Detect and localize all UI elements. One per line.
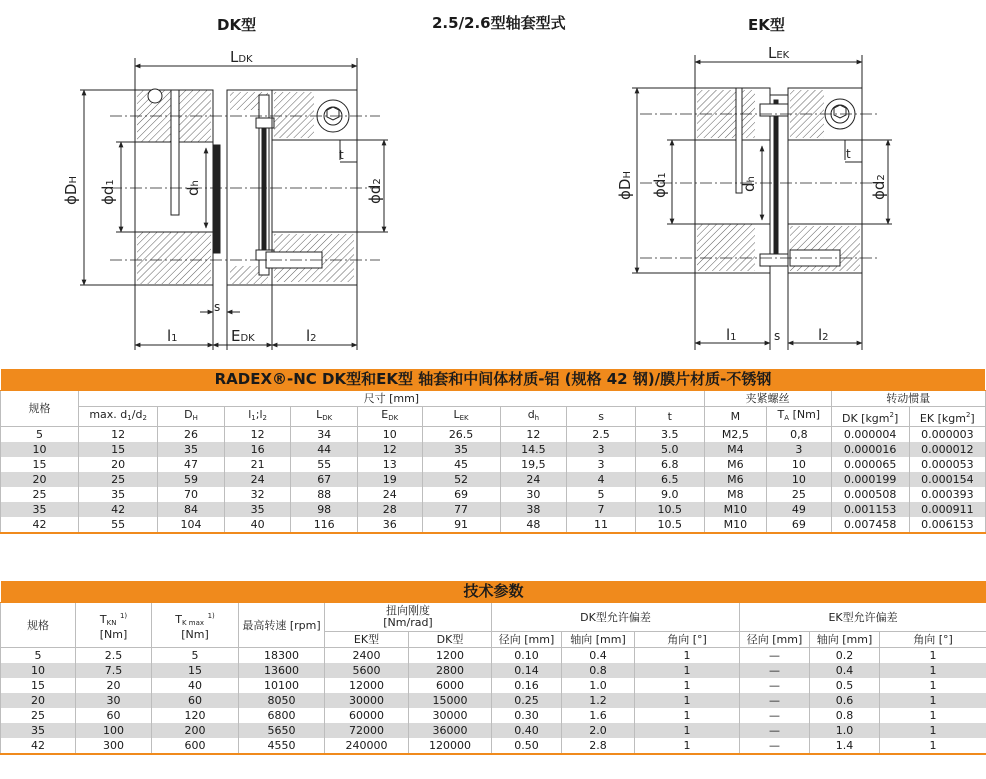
table-cell: 15 [1,457,79,472]
table-row [1,648,986,664]
hub-type-heading: 2.5/2.6型轴套型式 [432,14,566,32]
dims-group-header: 尺寸 [mm] [79,391,705,407]
table-cell: 67 [291,472,358,487]
table-cell: 42 [1,517,79,533]
table-cell: 0.000016 [831,442,909,457]
table-cell: 25 [1,708,76,723]
table-row [1,517,986,533]
table-cell: M4 [704,442,766,457]
table-cell: 69 [767,517,832,533]
table-cell: 2.5 [567,427,636,443]
table-cell: 0.8 [810,708,880,723]
table-cell: 116 [291,517,358,533]
stiffness-dk-col: DK型 [409,632,492,648]
table-cell: — [740,678,810,693]
table-cell: 10 [767,472,832,487]
table-cell: 120000 [409,738,492,754]
table-cell: 5.0 [635,442,704,457]
table-row [1,693,986,708]
col-m: M [704,407,766,427]
col-l1l2: $l_1;l_2$ [224,407,291,427]
table-cell: M10 [704,502,766,517]
ek-d1-label: ϕd1 [651,172,669,198]
table-cell: 18300 [239,648,325,664]
table-cell: 13600 [239,663,325,678]
table-row [1,427,986,443]
table-cell: 15000 [409,693,492,708]
table-cell: 24 [500,472,567,487]
table-cell: 20 [1,693,76,708]
table-cell: 88 [291,487,358,502]
ek-axial-col: 轴向 [mm] [810,632,880,648]
dimensions-table-body [1,427,986,534]
max-speed-header: 最高转速 [rpm] [239,603,325,648]
table-cell: 0.8 [562,663,635,678]
table-cell: 16 [224,442,291,457]
table-cell: 30000 [409,708,492,723]
col-lek: $L_{EK}$ [422,407,500,427]
dimensions-table [0,368,986,534]
table-cell: M2,5 [704,427,766,443]
col-dh: $D_H$ [158,407,225,427]
table-cell: 10 [1,663,76,678]
table-cell: 30 [500,487,567,502]
table-cell: 0.000393 [909,487,985,502]
table-cell: 1 [635,693,740,708]
table-cell: — [740,663,810,678]
table-row [1,663,986,678]
table-cell: 72000 [325,723,409,738]
table-cell: 60 [152,693,239,708]
table-cell: 55 [79,517,158,533]
table-cell: 15 [79,442,158,457]
s-label: s [214,300,221,314]
col-ta: $T_A$ [Nm] [767,407,832,427]
table-cell: 42 [79,502,158,517]
spec-header: 规格 [1,391,79,427]
dh-bore-label: dh [184,180,202,196]
table-cell: 0.16 [492,678,562,693]
tkn-header: $T_{KN}$ $^{1)}$ [Nm] [76,603,152,648]
table-cell: 1 [635,723,740,738]
col-inertia-ek: EK [kgm$^2$] [909,407,985,427]
spec-header-2: 规格 [1,603,76,648]
table-cell: 3 [567,442,636,457]
dh-outer-label: ϕDH [62,176,80,205]
table-cell: 6000 [409,678,492,693]
table-cell: 5600 [325,663,409,678]
table-cell: 35 [1,502,79,517]
table-cell: 13 [358,457,423,472]
table-cell: 11 [567,517,636,533]
ek-l2-label: l2 [818,326,829,344]
table-cell: 60000 [325,708,409,723]
table-cell: 0.000508 [831,487,909,502]
table-cell: 38 [500,502,567,517]
t-label: t [339,148,344,162]
table-cell: 59 [158,472,225,487]
table-cell: 1.2 [562,693,635,708]
table-cell: 40 [224,517,291,533]
table-cell: 32 [224,487,291,502]
table-cell: 120 [152,708,239,723]
dk-radial-col: 径向 [mm] [492,632,562,648]
l2-label: l2 [306,327,317,345]
table-row [1,723,986,738]
table-cell: 2400 [325,648,409,664]
table-cell: 98 [291,502,358,517]
ek-dh-outer-label: ϕDH [616,171,634,200]
table-cell: 35 [1,723,76,738]
ldk-label: LDK [230,48,253,66]
table-cell: 3 [567,457,636,472]
table-cell: 30 [76,693,152,708]
table-cell: 45 [422,457,500,472]
table-row [1,487,986,502]
table-cell: 9.0 [635,487,704,502]
table-cell: 24 [224,472,291,487]
table-row [1,442,986,457]
ek-dimension-labels [616,44,888,344]
table-cell: 0.006153 [909,517,985,533]
table-cell: 240000 [325,738,409,754]
table-cell: 0.14 [492,663,562,678]
table-cell: 1200 [409,648,492,664]
table-cell: 0.000065 [831,457,909,472]
table-cell: 1 [635,648,740,664]
table-cell: 10.5 [635,502,704,517]
table-cell: 10 [1,442,79,457]
table-cell: 6.8 [635,457,704,472]
table-cell: 2.8 [562,738,635,754]
table-cell: 48 [500,517,567,533]
table-cell: 4550 [239,738,325,754]
col-t: t [635,407,704,427]
table-cell: 5650 [239,723,325,738]
table-cell: 1 [880,738,986,754]
table-cell: 35 [158,442,225,457]
table-cell: 2800 [409,663,492,678]
table-cell: 20 [76,678,152,693]
table-cell: 36000 [409,723,492,738]
table-row [1,472,986,487]
table-cell: 10 [358,427,423,443]
col-inertia-dk: DK [kgm$^2$] [831,407,909,427]
technical-drawings [0,0,986,360]
table-cell: 15 [152,663,239,678]
ek-l1-label: l1 [726,326,737,344]
table-cell: 0.000012 [909,442,985,457]
table-cell: 12 [500,427,567,443]
table-cell: — [740,708,810,723]
table-cell: 47 [158,457,225,472]
table-cell: 7 [567,502,636,517]
table-cell: 12000 [325,678,409,693]
table-cell: 35 [79,487,158,502]
table-cell: 100 [76,723,152,738]
col-dh-bore: $d_h$ [500,407,567,427]
table-cell: 15 [1,678,76,693]
table-cell: 69 [422,487,500,502]
table-cell: 2.5 [76,648,152,664]
table-cell: 0.25 [492,693,562,708]
table-cell: 42 [1,738,76,754]
table-cell: 28 [358,502,423,517]
table-cell: 6.5 [635,472,704,487]
table-cell: 12 [224,427,291,443]
table-cell: 0.2 [810,648,880,664]
table-cell: — [740,738,810,754]
table-cell: 0.000911 [909,502,985,517]
table-cell: 1.0 [562,678,635,693]
table-cell: 40 [152,678,239,693]
table-cell: 300 [76,738,152,754]
technical-params-title: 技术参数 [1,581,986,603]
table-cell: 1 [635,708,740,723]
table-cell: 10 [767,457,832,472]
table-cell: 1 [880,708,986,723]
table-cell: 0.40 [492,723,562,738]
table-cell: 5 [1,648,76,664]
table-cell: 1.0 [810,723,880,738]
table-cell: 1 [635,663,740,678]
table-cell: 1 [880,678,986,693]
table-cell: 10.5 [635,517,704,533]
table-cell: 6800 [239,708,325,723]
col-ldk: $L_{DK}$ [291,407,358,427]
table-cell: 26 [158,427,225,443]
table-cell: 70 [158,487,225,502]
ek-d2-label: ϕd2 [870,174,888,200]
table-cell: 0.10 [492,648,562,664]
table-cell: 0.30 [492,708,562,723]
table-cell: 91 [422,517,500,533]
table-cell: 1 [635,738,740,754]
table-cell: 36 [358,517,423,533]
dk-angular-col: 角向 [°] [635,632,740,648]
inertia-group-header: 转动惯量 [831,391,985,407]
table-cell: 104 [158,517,225,533]
table-cell: 1.4 [810,738,880,754]
table-cell: 0.007458 [831,517,909,533]
table-cell: — [740,648,810,664]
table-cell: 1.6 [562,708,635,723]
table-row [1,738,986,754]
table-cell: 0.6 [810,693,880,708]
table-cell: 55 [291,457,358,472]
ek-s-label: s [774,329,781,343]
table-cell: 7.5 [76,663,152,678]
table-cell: 25 [1,487,79,502]
table-cell: 20 [1,472,79,487]
d1-label: ϕd1 [99,179,117,205]
table-cell: 2.0 [562,723,635,738]
table-cell: 1 [880,723,986,738]
technical-params-table [0,580,986,755]
table-cell: 25 [767,487,832,502]
table-cell: 35 [224,502,291,517]
ek-t-label: t [846,147,851,161]
table-cell: 0.5 [810,678,880,693]
table-cell: 19 [358,472,423,487]
table-cell: 19,5 [500,457,567,472]
screw-group-header: 夹紧螺丝 [704,391,831,407]
dk-type-heading: DK型 [217,16,257,34]
table-cell: 1 [635,678,740,693]
table-cell: 0.000004 [831,427,909,443]
table-cell: 12 [358,442,423,457]
table-cell: 0.000199 [831,472,909,487]
dk-deviation-header: DK型允许偏差 [492,603,740,632]
ek-deviation-header: EK型允许偏差 [740,603,986,632]
table-cell: 60 [76,708,152,723]
ek-coupling-drawing [632,55,892,350]
table-cell: 0.000003 [909,427,985,443]
table-cell: 0.000154 [909,472,985,487]
technical-params-body [1,648,986,755]
ek-dh-bore-label: dh [740,176,758,192]
table-cell: 10100 [239,678,325,693]
table-cell: 14.5 [500,442,567,457]
stiffness-ek-col: EK型 [325,632,409,648]
col-edk: $E_{DK}$ [358,407,423,427]
table-cell: 35 [422,442,500,457]
table-cell: 8050 [239,693,325,708]
table-cell: M6 [704,472,766,487]
table-cell: 0.50 [492,738,562,754]
table-row [1,457,986,472]
table-cell: 77 [422,502,500,517]
lek-label: LEK [768,44,790,62]
table-cell: 49 [767,502,832,517]
table-cell: 25 [79,472,158,487]
table-cell: 30000 [325,693,409,708]
table-cell: M8 [704,487,766,502]
table-cell: 12 [79,427,158,443]
d2-label: ϕd2 [366,178,384,204]
table-cell: 0,8 [767,427,832,443]
table-cell: 21 [224,457,291,472]
table-cell: 0.001153 [831,502,909,517]
table-cell: 5 [1,427,79,443]
table-cell: 20 [79,457,158,472]
table-cell: 1 [880,648,986,664]
table-cell: 24 [358,487,423,502]
table-cell: M10 [704,517,766,533]
dk-axial-col: 轴向 [mm] [562,632,635,648]
dk-dimension-labels [62,48,384,345]
table-row [1,708,986,723]
table-cell: 1 [880,693,986,708]
table-cell: 5 [567,487,636,502]
dimensions-table-title: RADEX®-NC DK型和EK型 轴套和中间体材质-铝 (规格 42 钢)/膜片材质-不锈钢 [1,369,986,391]
table-cell: — [740,693,810,708]
dk-coupling-drawing [80,58,388,350]
table-cell: 44 [291,442,358,457]
table-cell: 0.4 [562,648,635,664]
table-cell: 200 [152,723,239,738]
table-cell: M6 [704,457,766,472]
table-row [1,502,986,517]
ek-angular-col: 角向 [°] [880,632,986,648]
table-cell: 3.5 [635,427,704,443]
table-cell: — [740,723,810,738]
table-cell: 26.5 [422,427,500,443]
col-s: s [567,407,636,427]
table-cell: 84 [158,502,225,517]
ek-type-heading: EK型 [748,16,785,34]
ek-radial-col: 径向 [mm] [740,632,810,648]
table-cell: 1 [880,663,986,678]
table-cell: 4 [567,472,636,487]
table-cell: 0.4 [810,663,880,678]
col-max-d: max. $d_1/d_2$ [79,407,158,427]
table-cell: 5 [152,648,239,664]
table-cell: 600 [152,738,239,754]
stiffness-header: 扭向刚度 [Nm/rad] [325,603,492,632]
table-cell: 52 [422,472,500,487]
tkmax-header: $T_{K max}$ $^{1)}$ [Nm] [152,603,239,648]
table-cell: 34 [291,427,358,443]
edk-label: EDK [231,327,255,345]
l1-label: l1 [167,327,178,345]
table-cell: 0.000053 [909,457,985,472]
table-row [1,678,986,693]
table-cell: 3 [767,442,832,457]
